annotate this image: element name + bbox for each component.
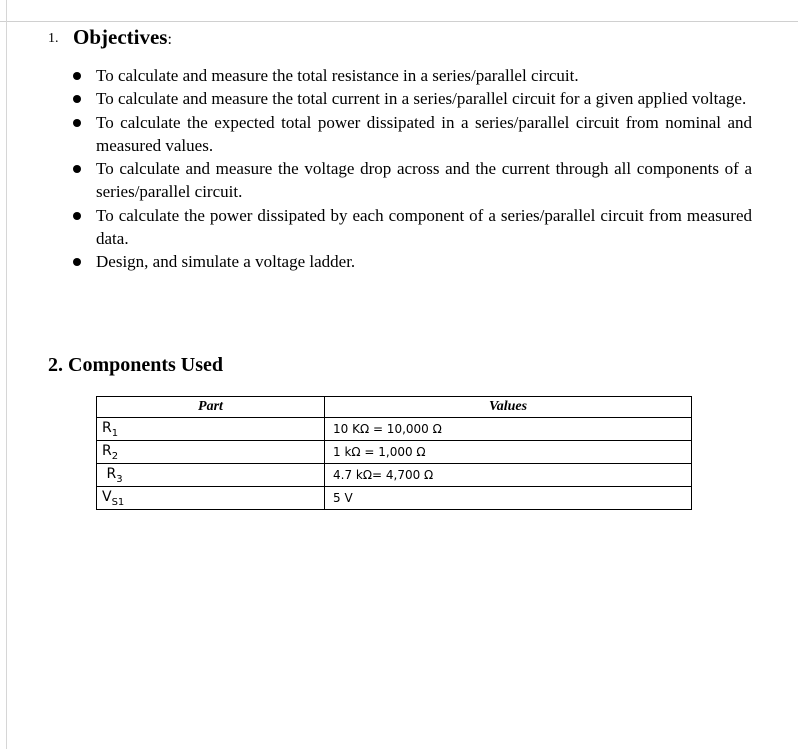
part-subscript: 1 (111, 427, 119, 439)
part-subscript: 3 (116, 473, 123, 485)
list-item-text: Design, and simulate a voltage ladder. (96, 252, 356, 272)
value-cell: 5 V (325, 487, 692, 510)
list-item-text: To calculate and measure the voltage drop across and the current through all components of a series/parallel circuit. (96, 159, 752, 202)
section-title (73, 25, 172, 50)
bullet-icon (73, 165, 81, 173)
part-subscript: S1 (111, 496, 125, 508)
value-cell: 10 KΩ = 10,000 Ω (325, 418, 692, 441)
table-row (97, 464, 692, 487)
list-item (72, 204, 752, 251)
section-number: 1. (48, 31, 59, 46)
bullet-icon (73, 119, 81, 127)
objectives-title-text: Objectives (73, 25, 168, 49)
list-item-text: To calculate and measure the total resistance in a series/parallel circuit. (96, 66, 579, 85)
value-cell: 4.7 kΩ= 4,700 Ω (325, 464, 692, 487)
page-left-border (6, 0, 7, 749)
list-item (72, 87, 752, 110)
table-row (97, 487, 692, 510)
table-row (97, 418, 692, 441)
part-symbol: R (102, 442, 112, 459)
value-cell: 1 kΩ = 1,000 Ω (325, 441, 692, 464)
bullet-icon (73, 95, 81, 103)
objectives-title-colon: : (167, 31, 172, 48)
table-header-row (97, 397, 692, 418)
list-item-text: To calculate the expected total power dissipated in a series/parallel circuit from nominal and measured values. (96, 112, 752, 155)
list-item (72, 250, 752, 273)
objectives-list (72, 64, 752, 274)
components-heading: 2. Components Used (48, 354, 224, 376)
part-symbol: R (106, 465, 117, 482)
part-cell (97, 441, 325, 464)
bullet-icon (73, 258, 81, 266)
values-column-header: Values (325, 397, 692, 418)
part-cell (97, 464, 325, 487)
list-item-text: To calculate and measure the total current in a series/parallel circuit for a given applied voltage. (96, 89, 747, 109)
bullet-icon (73, 72, 81, 80)
components-table (96, 396, 692, 510)
list-item (72, 111, 752, 158)
part-subscript: 2 (111, 450, 119, 462)
part-column-header: Part (97, 397, 325, 418)
list-item (72, 157, 752, 204)
part-cell (97, 487, 325, 510)
list-item (72, 64, 752, 87)
table-row (97, 441, 692, 464)
bullet-icon (73, 212, 81, 220)
part-cell (97, 418, 325, 441)
part-symbol: R (102, 419, 112, 436)
page-top-border (0, 21, 798, 22)
part-symbol: V (102, 488, 112, 505)
list-item-text: To calculate the power dissipated by each component of a series/parallel circuit from measured data. (96, 205, 752, 249)
